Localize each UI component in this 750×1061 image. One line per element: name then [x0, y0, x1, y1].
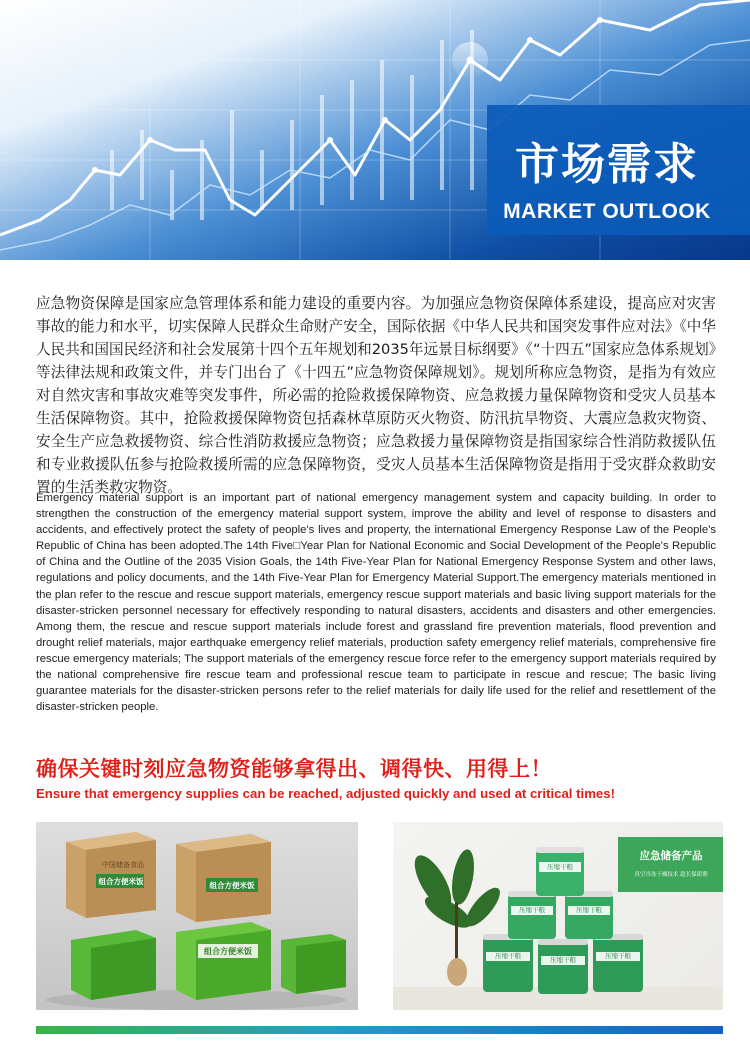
sign-title: 应急储备产品 [639, 850, 703, 862]
footer-gradient-bar [36, 1026, 723, 1034]
can-label-bottom-right: 压缩干粮 [605, 952, 631, 960]
rice-boxes-illustration [36, 822, 358, 1010]
header-banner [0, 0, 750, 260]
product-photo-emergency-cans [393, 822, 723, 1010]
can-label-bottom-left: 压缩干粮 [495, 952, 521, 960]
box-label-right: 组合方便米饭 [209, 881, 255, 890]
can-label-top: 压缩干粮 [547, 863, 573, 871]
paragraph-english: Emergency material support is an important part of national emergency management system and capacity building. In order to strengthen the construction of the emergency material support system, improve the ability and level of response to disasters and accidents, and effectively protect the safety of people's lives and property, the international Emergency Response Law of the People's Republic of China has been adopted.The 14th Five□Year Plan for National Economic and Social Development of the People's Republic of China and the Outline of the 2035 Vision Goals, the 14th Five-Year Plan for National Emergency Response System and other laws, regulations and policy documents, and the 14th Five-Year Plan for Emergency Material Support.The emergency materials mentioned in the plan refer to the rescue and rescue support materials, emergency rescue support materials and basic living support materials for the disaster-stricken personnel necessary for effectively responding to natural disasters, accidents and disasters and other emergencies. Among them, the rescue and rescue support materials include forest and grassland fire prevention materials, flood prevention and drought relief materials, major earthquake emergency relief materials, production safety emergency relief materials, comprehensive fire rescue emergency materials; The support materials of the emergency rescue force refer to the emergency support materials required by the national comprehensive fire rescue team and professional rescue team to participate in rescue and rescue; The basic living guarantee materials for the disaster-stricken persons refer to the relief materials for daily life used for the relief and resettlement of the disaster-stricken people. [36, 492, 716, 714]
paragraph-chinese: 应急物资保障是国家应急管理体系和能力建设的重要内容。为加强应急物资保障体系建设，提高应对灾害事故的能力和水平，切实保障人民群众生命财产安全，国际依据《中华人民共和国突发事件应对法》《中华人民共和国国民经济和社会发展第十四个五年规划和2035年远景目标纲要》《“十四五”国家应急体系规划》等法律法规和政策文件，并专门出台了《十四五”应急物资保障规划》。规划所称应急物资，是指为有效应对自然灾害和事故灾难等突发事件，所必需的抢险救援保障物资、应急救援力量保障物资和受灾人员基本生活保障物资。其中，抢险救援保障物资包括森林草原防灭火物资、防汛抗旱物资、大震应急救灾物资、安全生产应急救援物资、综合性消防救援应急物资；应急救援力量保障物资是指国家综合性消防救援队伍和专业救援队伍参与抢险救援所需的应急保障物资，受灾人员基本生活保障物资是指用于受灾群众救助安置的生活类救灾物资。 [36, 295, 716, 496]
slogan-chinese: 确保关键时刻应急物资能够拿得出、调得快、用得上！ [36, 757, 552, 781]
can-label-mid-left: 压缩干粮 [519, 906, 545, 914]
box-label-left: 组合方便米饭 [98, 877, 144, 886]
box-label-small: 中国储备食品 [102, 861, 144, 869]
box-label-green: 组合方便米饭 [204, 947, 252, 956]
sign-subtitle: 真空冷冻干燥技术 超长保质期 [634, 872, 708, 878]
can-label-mid-right: 压缩干粮 [576, 906, 602, 914]
page-subtitle: MARKET OUTLOOK [503, 200, 711, 223]
page-title: 市场需求 [515, 139, 699, 190]
can-label-bottom-center: 压缩干粮 [550, 956, 576, 964]
product-photo-rice-boxes [36, 822, 358, 1010]
slogan-english: Ensure that emergency supplies can be reached, adjusted quickly and used at critical times! [36, 786, 615, 801]
